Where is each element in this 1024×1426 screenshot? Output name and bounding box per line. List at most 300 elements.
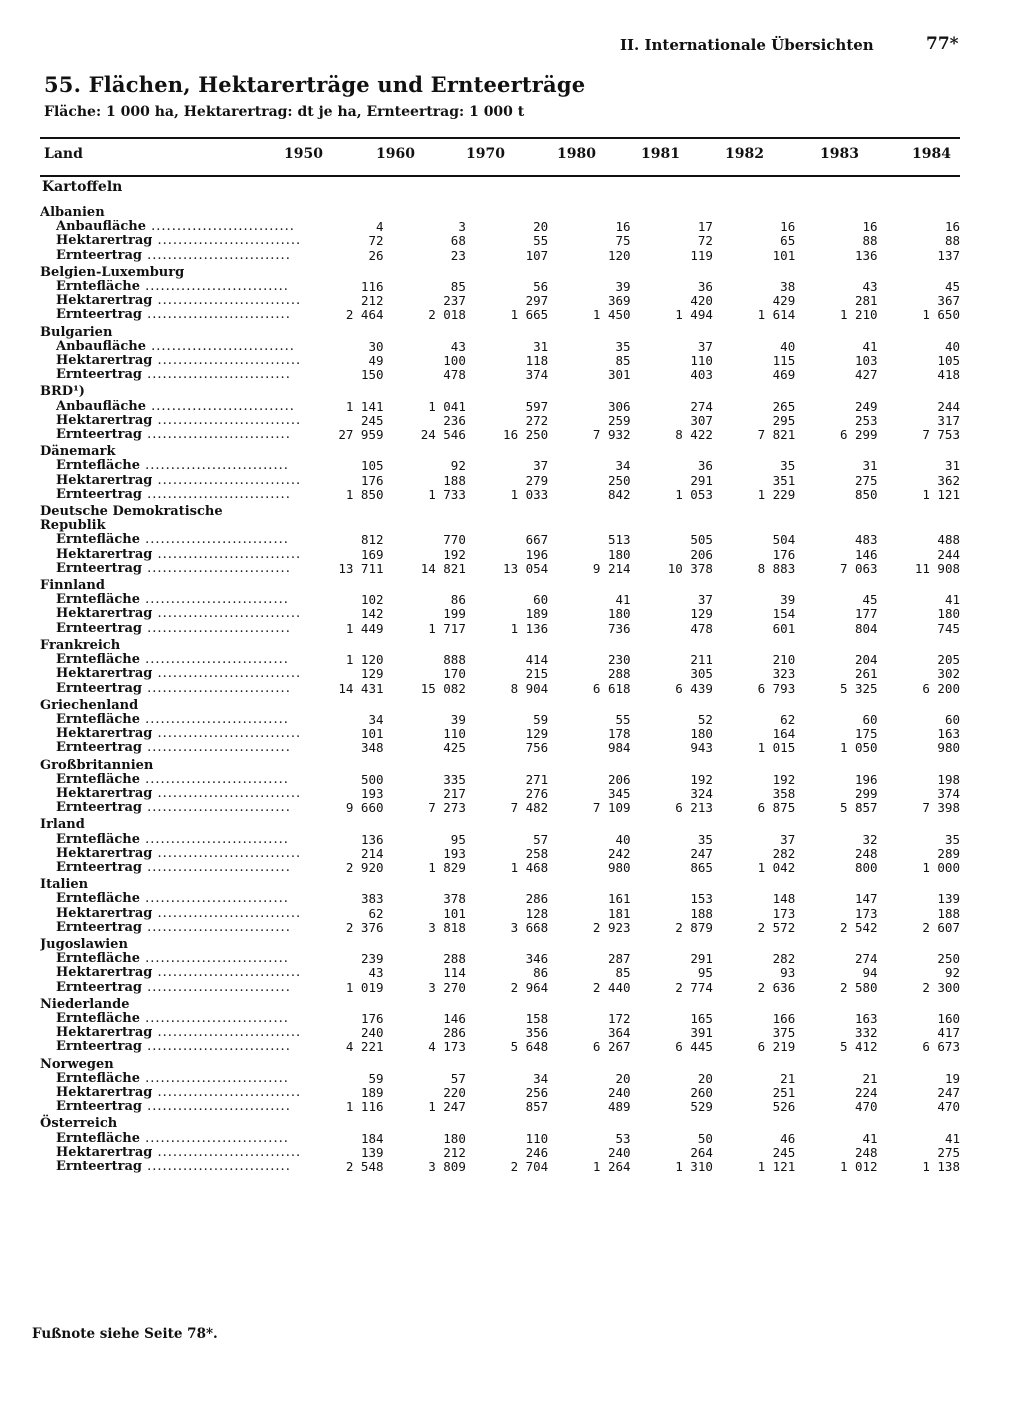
table-cell-value: 95 [450, 831, 466, 847]
table-cell-value: 39 [450, 711, 466, 727]
dot-leader: ............................ [141, 860, 291, 875]
table-cell-value: 1 450 [592, 307, 631, 323]
country-row [40, 995, 960, 1012]
dot-leader: ............................ [152, 727, 302, 742]
table-cell-value: 177 [855, 606, 878, 622]
table-row [40, 847, 960, 861]
dot-leader: ............................ [140, 533, 289, 548]
table-cell-value: 324 [690, 785, 713, 801]
table-cell-value: 289 [937, 845, 960, 861]
table-cell-value: 41 [862, 1130, 878, 1146]
dot-leader: ............................ [140, 459, 289, 474]
row-label [40, 562, 301, 576]
country-name-text: Finnland [40, 578, 105, 594]
country-name [40, 935, 960, 952]
table-cell-value: 86 [533, 965, 549, 981]
table-cell-value: 256 [525, 1084, 549, 1100]
column-header-year: 1980 [557, 146, 596, 162]
table-cell-value: 335 [443, 771, 466, 787]
table-cell-value: 736 [607, 620, 631, 636]
table-row [40, 474, 960, 488]
table-cell-value: 16 [944, 219, 960, 235]
table-row [40, 428, 960, 442]
table-cell-value: 420 [690, 293, 713, 309]
table-cell-value: 1 468 [510, 859, 549, 875]
table-cell-value: 55 [615, 711, 631, 727]
table-cell-value: 170 [443, 666, 466, 682]
country-row [40, 1055, 960, 1072]
data-table [40, 203, 960, 1174]
table-cell-value: 745 [937, 620, 960, 636]
table-cell-value: 189 [360, 1084, 384, 1100]
row-label [40, 428, 301, 442]
table-row [40, 354, 960, 368]
table-cell-value: 500 [360, 771, 384, 787]
table-cell-value: 60 [862, 711, 878, 727]
country-name [40, 696, 960, 713]
table-cell-value: 288 [443, 951, 466, 967]
table-cell-value: 110 [525, 1130, 549, 1146]
dot-leader: ............................ [152, 1085, 302, 1100]
table-cell-value: 20 [533, 219, 549, 235]
table-cell-value: 943 [690, 740, 713, 756]
country-name-text: Niederlande [40, 996, 130, 1012]
table-cell-value: 240 [607, 1144, 631, 1160]
row-label [40, 981, 301, 995]
table-cell-value: 55 [533, 233, 549, 249]
row-label [40, 488, 301, 502]
table-cell-value: 206 [690, 546, 713, 562]
footnote: Fußnote siehe Seite 78*. [32, 1326, 218, 1342]
row-label-text: Ernteertrag [56, 801, 142, 816]
table-cell-value: 362 [937, 472, 960, 488]
table-cell-value: 15 082 [420, 680, 466, 696]
country-name [40, 442, 960, 459]
table-cell-value: 272 [525, 412, 549, 428]
table-cell-value: 2 580 [839, 979, 878, 995]
country-name [40, 382, 960, 399]
table-row [40, 713, 960, 727]
country-name [40, 1055, 960, 1072]
row-label-text: Erntefläche [56, 772, 140, 787]
column-header-year: 1984 [912, 146, 951, 162]
table-title: 55. Flächen, Hektarerträge und Ernteerträge [44, 72, 586, 97]
table-cell-value: 282 [772, 845, 796, 861]
dot-leader: ............................ [141, 428, 291, 443]
table-row [40, 741, 960, 755]
country-name-text: Norwegen [40, 1056, 114, 1072]
country-name-text: Jugoslawien [40, 936, 128, 952]
table-row [40, 220, 960, 234]
table-cell-value: 1 850 [345, 486, 384, 502]
table-cell-value: 6 299 [839, 427, 878, 443]
table-cell-value: 374 [937, 785, 960, 801]
table-cell-value: 6 445 [675, 1039, 713, 1055]
table-cell-value: 469 [772, 367, 796, 383]
table-cell-value: 178 [607, 726, 631, 742]
table-cell-value: 40 [780, 338, 796, 354]
table-cell-value: 199 [443, 606, 466, 622]
page-number: 77* [926, 34, 959, 54]
table-row [40, 533, 960, 547]
table-cell-value: 153 [690, 891, 713, 907]
table-cell-value: 6 219 [757, 1039, 796, 1055]
table-cell-value: 217 [443, 785, 466, 801]
table-cell-value: 72 [697, 233, 713, 249]
table-cell-value: 1 121 [922, 486, 960, 502]
dot-leader: ............................ [152, 906, 302, 921]
row-label-text: Ernteertrag [56, 980, 142, 995]
table-cell-value: 32 [862, 831, 878, 847]
table-cell-value: 1 053 [675, 486, 713, 502]
dot-leader: ............................ [152, 846, 302, 861]
top-rule [40, 137, 960, 139]
country-name-text: Österreich [40, 1116, 118, 1132]
dot-leader: ............................ [152, 1026, 302, 1041]
table-cell-value: 391 [690, 1025, 713, 1041]
table-cell-value: 88 [862, 233, 878, 249]
table-cell-value: 180 [937, 606, 960, 622]
table-cell-value: 470 [937, 1099, 960, 1115]
table-cell-value: 114 [443, 965, 466, 981]
table-cell-value: 163 [937, 726, 960, 742]
table-cell-value: 37 [697, 592, 713, 608]
country-name-text: Griechenland [40, 697, 139, 713]
table-cell-value: 351 [772, 472, 796, 488]
table-cell-value: 6 793 [757, 680, 796, 696]
country-name [40, 875, 960, 892]
table-cell-value: 7 398 [922, 800, 960, 816]
table-cell-value: 8 422 [675, 427, 713, 443]
table-cell-value: 7 821 [757, 427, 796, 443]
row-label-text: Erntefläche [56, 533, 140, 548]
table-cell-value: 251 [772, 1084, 796, 1100]
dot-leader: ............................ [146, 220, 295, 235]
dot-leader: ............................ [140, 1071, 289, 1086]
table-cell-value: 139 [937, 891, 960, 907]
table-cell-value: 41 [862, 338, 878, 354]
row-label [40, 234, 301, 248]
table-row [40, 249, 960, 263]
table-cell-value: 85 [615, 353, 631, 369]
table-cell-value: 62 [780, 711, 796, 727]
table-cell-value: 188 [937, 905, 960, 921]
table-row [40, 1026, 960, 1040]
table-cell-value: 288 [607, 666, 631, 682]
table-cell-value: 1 033 [510, 486, 549, 502]
table-cell-value: 137 [937, 247, 960, 263]
table-cell-value: 1 120 [345, 652, 384, 668]
table-cell-value: 597 [525, 398, 549, 414]
table-cell-value: 9 214 [592, 560, 631, 576]
table-cell-value: 41 [944, 1130, 960, 1146]
row-label [40, 1026, 301, 1040]
country-name [40, 1114, 960, 1131]
table-cell-value: 30 [368, 338, 384, 354]
table-cell-value: 23 [450, 247, 466, 263]
country-name-text: Frankreich [40, 637, 121, 653]
table-row [40, 488, 960, 502]
dot-leader: ............................ [141, 1040, 291, 1055]
table-row [40, 966, 960, 980]
table-cell-value: 45 [862, 592, 878, 608]
row-label-text: Ernteertrag [56, 1160, 142, 1174]
table-row [40, 981, 960, 995]
row-label [40, 966, 301, 980]
dot-leader: ............................ [152, 354, 302, 369]
table-cell-value: 128 [525, 905, 549, 921]
table-cell-value: 3 809 [428, 1159, 466, 1174]
row-label [40, 1086, 301, 1100]
row-label [40, 280, 301, 294]
table-cell-value: 35 [780, 458, 796, 474]
country-row-continued [40, 519, 960, 533]
table-cell-value: 101 [443, 905, 466, 921]
table-cell-value: 95 [697, 965, 713, 981]
country-name-text: Großbritannien [40, 757, 154, 773]
table-cell-value: 196 [525, 546, 549, 562]
table-cell-value: 173 [855, 905, 878, 921]
table-cell-value: 8 883 [757, 560, 796, 576]
country-row [40, 756, 960, 773]
table-cell-value: 1 116 [345, 1099, 384, 1115]
table-cell-value: 756 [525, 740, 549, 756]
dot-leader: ............................ [141, 1100, 291, 1115]
table-units-note: Fläche: 1 000 ha, Hektarertrag: dt je ha, Ernteertrag: 1 000 t [44, 104, 525, 120]
table-cell-value: 163 [855, 1010, 878, 1026]
table-cell-value: 980 [937, 740, 960, 756]
row-label-text: Ernteertrag [56, 741, 142, 756]
table-cell-value: 103 [855, 353, 878, 369]
table-cell-value: 92 [944, 965, 960, 981]
row-label [40, 682, 301, 696]
row-label-text: Anbaufläche [56, 339, 147, 354]
table-cell-value: 403 [690, 367, 713, 383]
table-cell-value: 94 [862, 965, 878, 981]
row-label-text: Hektarertrag [56, 1026, 153, 1041]
table-cell-value: 105 [360, 458, 384, 474]
row-label-text: Erntefläche [56, 1071, 140, 1086]
table-cell-value: 375 [772, 1025, 796, 1041]
table-cell-value: 302 [937, 666, 960, 682]
dot-leader: ............................ [152, 294, 302, 309]
table-cell-value: 19 [944, 1070, 960, 1086]
dot-leader: ............................ [146, 399, 295, 414]
table-row [40, 368, 960, 382]
table-cell-value: 150 [360, 367, 384, 383]
table-cell-value: 240 [607, 1084, 631, 1100]
country-name [40, 756, 960, 773]
row-label [40, 727, 301, 741]
table-row [40, 340, 960, 354]
table-row [40, 562, 960, 576]
table-cell-value: 2 879 [675, 919, 713, 935]
table-cell-value: 237 [443, 293, 466, 309]
country-row [40, 323, 960, 340]
table-cell-value: 242 [607, 845, 631, 861]
dot-leader: ............................ [152, 1145, 302, 1160]
table-cell-value: 1 494 [675, 307, 713, 323]
table-cell-value: 45 [944, 279, 960, 295]
row-label [40, 1072, 301, 1086]
table-cell-value: 39 [780, 592, 796, 608]
table-cell-value: 804 [855, 620, 878, 636]
table-cell-value: 770 [443, 532, 466, 548]
country-name-text: Irland [40, 817, 85, 833]
table-cell-value: 5 325 [839, 680, 878, 696]
table-cell-value: 383 [360, 891, 384, 907]
table-cell-value: 139 [360, 1144, 384, 1160]
row-label-text: Anbaufläche [56, 399, 147, 414]
row-label-text: Hektarertrag [56, 1085, 153, 1100]
row-label [40, 607, 301, 621]
table-cell-value: 40 [944, 338, 960, 354]
country-row [40, 442, 960, 459]
table-row [40, 653, 960, 667]
table-cell-value: 62 [368, 905, 384, 921]
table-cell-value: 230 [607, 652, 631, 668]
dot-leader: ............................ [140, 892, 289, 907]
dot-leader: ............................ [140, 653, 289, 668]
table-cell-value: 204 [855, 652, 878, 668]
table-cell-value: 2 542 [839, 919, 878, 935]
table-cell-value: 16 [780, 219, 796, 235]
table-cell-value: 2 300 [922, 979, 960, 995]
table-cell-value: 274 [690, 398, 713, 414]
table-cell-value: 34 [368, 711, 384, 727]
table-cell-value: 1 042 [757, 859, 796, 875]
dot-leader: ............................ [152, 786, 302, 801]
row-label [40, 1132, 301, 1146]
country-name [40, 323, 960, 340]
table-cell-value: 317 [937, 412, 960, 428]
row-label-text: Ernteertrag [56, 428, 142, 443]
dot-leader: ............................ [141, 248, 291, 263]
table-cell-value: 470 [855, 1099, 878, 1115]
table-cell-value: 526 [772, 1099, 796, 1115]
row-label [40, 548, 301, 562]
row-label-text: Erntefläche [56, 593, 140, 608]
dot-leader: ............................ [140, 1131, 289, 1146]
table-row [40, 801, 960, 815]
table-cell-value: 301 [607, 367, 631, 383]
dot-leader: ............................ [140, 832, 289, 847]
table-cell-value: 147 [855, 891, 878, 907]
table-cell-value: 3 668 [510, 919, 549, 935]
table-cell-value: 75 [615, 233, 631, 249]
country-name [40, 815, 960, 832]
table-row [40, 1040, 960, 1054]
table-cell-value: 164 [772, 726, 796, 742]
table-cell-value: 148 [772, 891, 796, 907]
table-cell-value: 1 041 [428, 398, 466, 414]
dot-leader: ............................ [152, 234, 302, 249]
table-row [40, 1086, 960, 1100]
table-cell-value: 40 [615, 831, 631, 847]
dot-leader: ............................ [141, 368, 291, 383]
row-label-text: Hektarertrag [56, 1145, 153, 1160]
table-cell-value: 2 636 [757, 979, 796, 995]
country-name [40, 636, 960, 653]
table-cell-value: 158 [525, 1010, 549, 1026]
row-label [40, 1040, 301, 1054]
country-name-text: Dänemark [40, 444, 116, 460]
row-label-text: Hektarertrag [56, 547, 153, 562]
table-cell-value: 250 [607, 472, 631, 488]
table-cell-value: 1 121 [757, 1159, 796, 1174]
table-cell-value: 2 774 [675, 979, 713, 995]
table-cell-value: 180 [690, 726, 713, 742]
table-cell-value: 198 [937, 771, 960, 787]
table-row [40, 833, 960, 847]
table-cell-value: 7 482 [510, 800, 549, 816]
table-cell-value: 260 [690, 1084, 713, 1100]
running-header: II. Internationale Übersichten [620, 36, 874, 54]
country-row [40, 875, 960, 892]
table-cell-value: 483 [855, 532, 878, 548]
country-row [40, 263, 960, 280]
table-cell-value: 59 [533, 711, 549, 727]
table-cell-value: 212 [360, 293, 384, 309]
table-cell-value: 305 [690, 666, 713, 682]
table-cell-value: 6 267 [592, 1039, 631, 1055]
table-row [40, 607, 960, 621]
country-name [40, 995, 960, 1012]
table-cell-value: 346 [525, 951, 549, 967]
table-cell-value: 37 [780, 831, 796, 847]
table-cell-value: 286 [525, 891, 549, 907]
dot-leader: ............................ [141, 621, 291, 636]
table-cell-value: 414 [525, 652, 549, 668]
table-row [40, 308, 960, 322]
country-row [40, 636, 960, 653]
dot-leader: ............................ [152, 966, 302, 981]
table-cell-value: 5 412 [839, 1039, 878, 1055]
table-cell-value: 136 [855, 247, 878, 263]
column-header-year: 1960 [376, 146, 415, 162]
table-cell-value: 180 [607, 606, 631, 622]
table-cell-value: 35 [615, 338, 631, 354]
country-row [40, 1114, 960, 1131]
row-label-text: Anbaufläche [56, 220, 147, 235]
country-row [40, 502, 960, 519]
table-cell-value: 489 [607, 1099, 631, 1115]
table-row [40, 459, 960, 473]
table-cell-value: 116 [360, 279, 384, 295]
table-cell-value: 275 [937, 1144, 960, 1160]
column-header-year: 1982 [725, 146, 764, 162]
table-cell-value: 1 449 [345, 620, 384, 636]
row-label [40, 308, 301, 322]
table-row [40, 892, 960, 906]
country-name-text: Bulgarien [40, 324, 113, 340]
table-cell-value: 184 [360, 1130, 384, 1146]
table-cell-value: 36 [697, 279, 713, 295]
row-label [40, 294, 301, 308]
table-cell-value: 239 [360, 951, 384, 967]
country-row [40, 203, 960, 220]
table-cell-value: 35 [944, 831, 960, 847]
dot-leader: ............................ [140, 1011, 289, 1026]
table-cell-value: 2 923 [592, 919, 631, 935]
country-name-text: Italien [40, 877, 89, 893]
table-cell-value: 85 [615, 965, 631, 981]
table-row [40, 294, 960, 308]
table-cell-value: 16 [615, 219, 631, 235]
table-cell-value: 176 [360, 472, 384, 488]
table-cell-value: 31 [944, 458, 960, 474]
table-cell-value: 2 464 [345, 307, 384, 323]
